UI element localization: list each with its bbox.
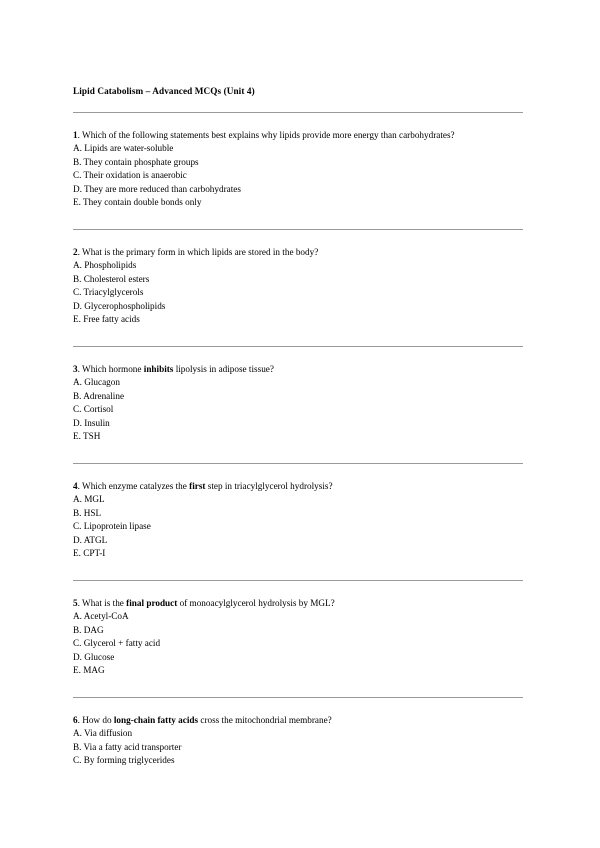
option-b: B. DAG — [73, 624, 104, 635]
option-e: E. Free fatty acids — [73, 314, 140, 325]
question-number: 1 — [73, 130, 78, 140]
option-c: C. Cortisol — [73, 404, 114, 415]
question-2 — [73, 246, 533, 326]
option-d: D. Insulin — [73, 417, 110, 428]
question-number: 3 — [73, 364, 78, 374]
option-c: C. Triacylglycerols — [73, 287, 144, 298]
question-stem: 1. Which of the following statements best explains why lipids provide more energy than carbohydrates? — [73, 130, 455, 140]
option-d: D. ATGL — [73, 534, 108, 545]
option-b: B. Cholesterol esters — [73, 273, 150, 284]
option-c: C. Their oxidation is anaerobic — [73, 170, 187, 181]
question-number: 4 — [73, 481, 78, 491]
option-e: E. They contain double bonds only — [73, 197, 202, 208]
option-e: E. CPT-I — [73, 548, 106, 559]
divider — [73, 229, 523, 230]
question-number: 2 — [73, 247, 78, 257]
option-a: A. Phospholipids — [73, 260, 137, 271]
option-a: A. Lipids are water-soluble — [73, 143, 174, 154]
divider — [73, 580, 523, 581]
question-stem: 3. Which hormone inhibits lipolysis in adipose tissue? — [73, 364, 274, 374]
option-e: E. TSH — [73, 431, 101, 442]
option-d: D. They are more reduced than carbohydrates — [73, 183, 241, 194]
divider — [73, 697, 523, 698]
question-6 — [73, 714, 533, 768]
option-a: A. Glucagon — [73, 377, 120, 388]
divider — [73, 346, 523, 347]
question-3 — [73, 363, 533, 443]
document-title: Lipid Catabolism – Advanced MCQs (Unit 4) — [73, 86, 255, 96]
option-c: C. By forming triglycerides — [73, 755, 175, 766]
option-c: C. Lipoprotein lipase — [73, 521, 151, 532]
option-d: D. Glycerophospholipids — [73, 300, 166, 311]
question-stem: 2. What is the primary form in which lipids are stored in the body? — [73, 247, 319, 257]
question-number: 6 — [73, 715, 78, 725]
option-a: A. MGL — [73, 494, 105, 505]
question-number: 5 — [73, 598, 78, 608]
option-a: A. Acetyl-CoA — [73, 611, 129, 622]
divider — [73, 112, 523, 113]
question-stem: 4. Which enzyme catalyzes the first step in triacylglycerol hydrolysis? — [73, 481, 333, 491]
option-b: B. Via a fatty acid transporter — [73, 741, 182, 752]
option-d: D. Glucose — [73, 651, 115, 662]
option-a: A. Via diffusion — [73, 728, 133, 739]
option-b: B. They contain phosphate groups — [73, 156, 199, 167]
question-1 — [73, 129, 533, 209]
option-c: C. Glycerol + fatty acid — [73, 638, 161, 649]
question-5 — [73, 597, 533, 677]
option-b: B. Adrenaline — [73, 390, 125, 401]
question-stem: 5. What is the final product of monoacylglycerol hydrolysis by MGL? — [73, 598, 335, 608]
option-e: E. MAG — [73, 665, 105, 676]
question-stem: 6. How do long-chain fatty acids cross the mitochondrial membrane? — [73, 715, 332, 725]
option-b: B. HSL — [73, 507, 102, 518]
divider — [73, 463, 523, 464]
question-4 — [73, 480, 533, 560]
